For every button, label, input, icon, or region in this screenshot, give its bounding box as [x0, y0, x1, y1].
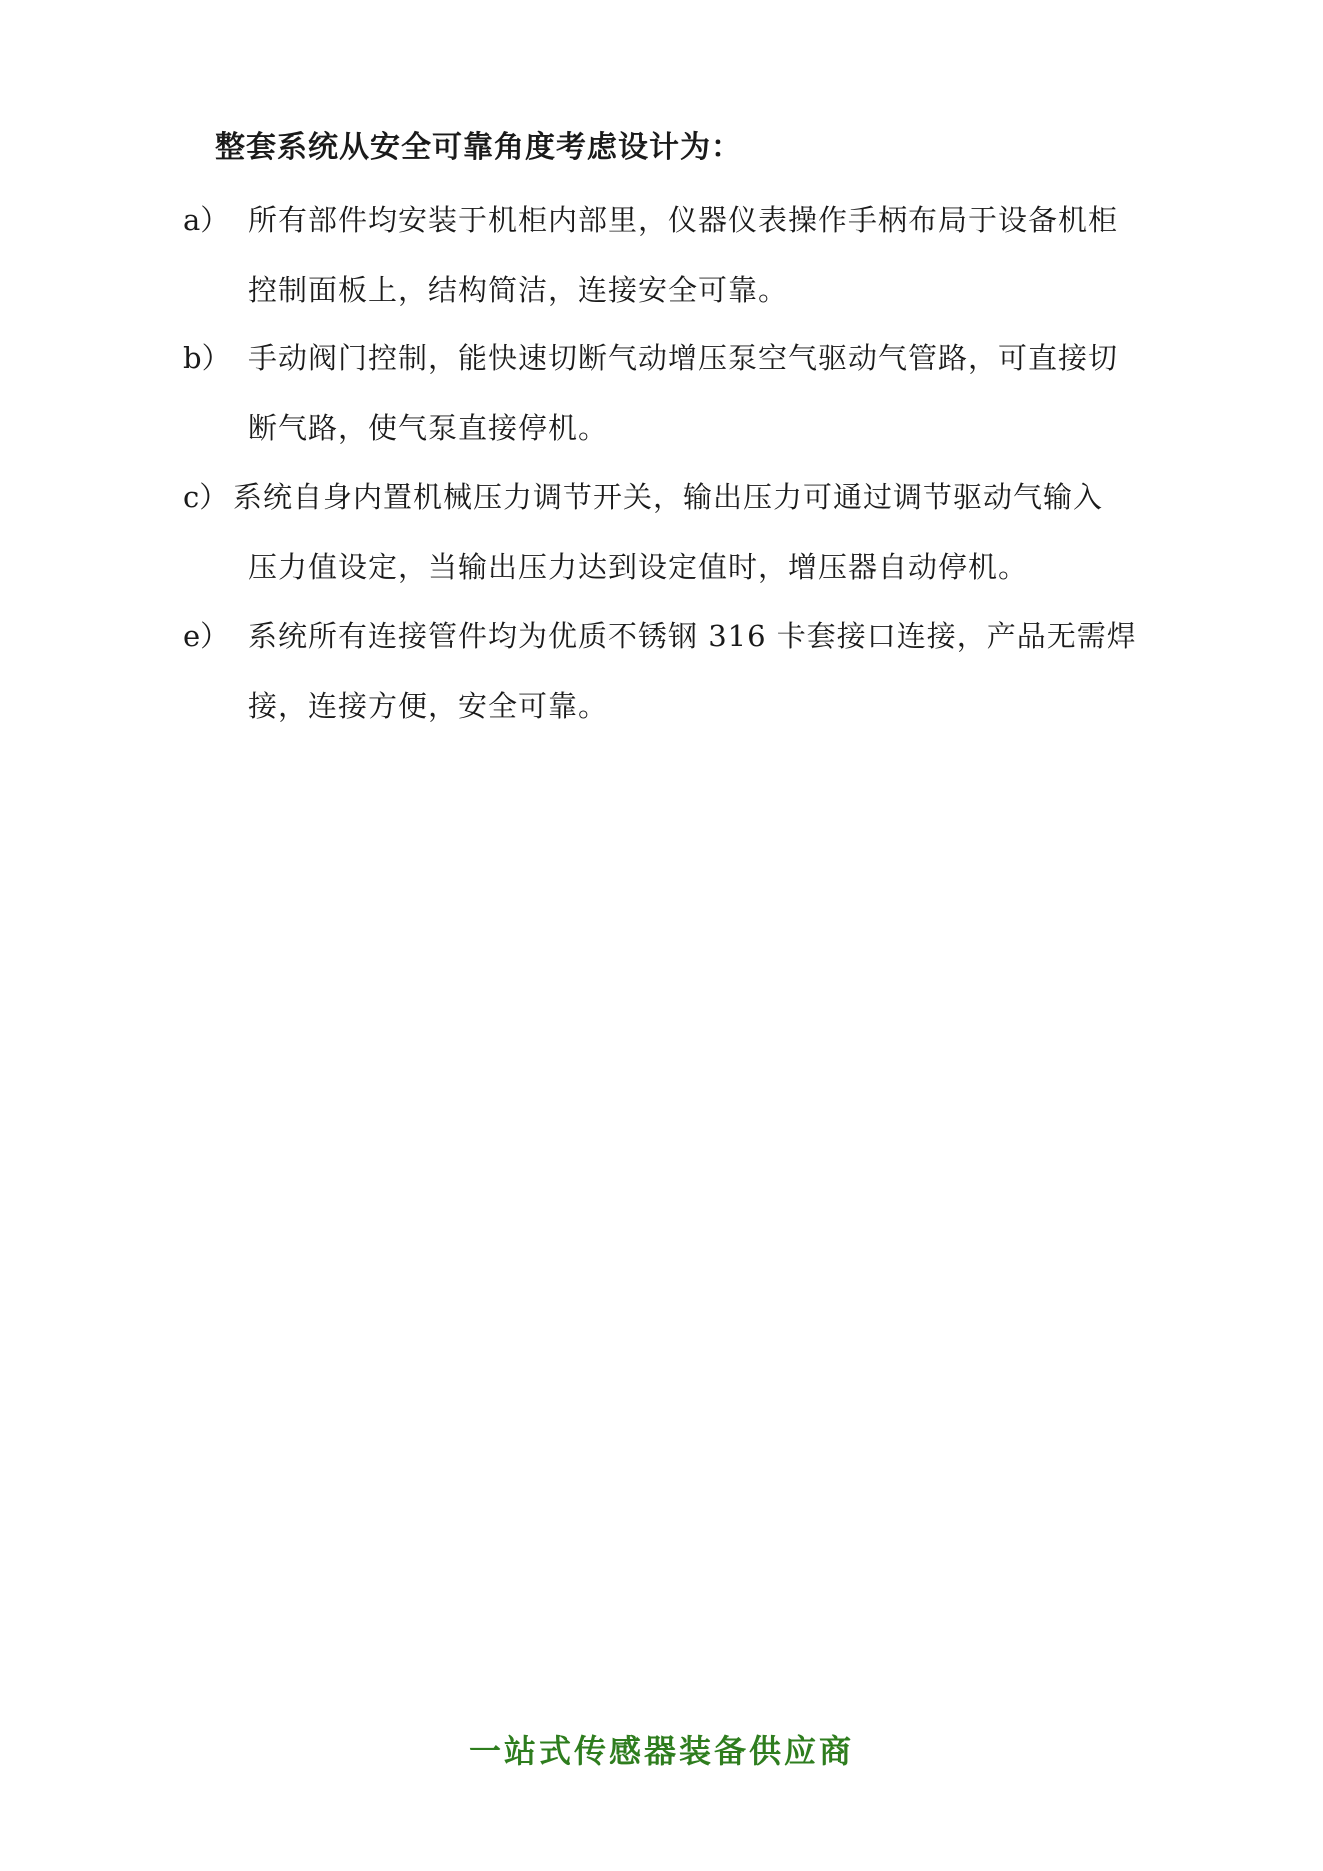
list-item-a — [183, 185, 1148, 325]
list-item-text-line: 接，连接方便，安全可靠。 — [248, 689, 609, 723]
list-marker: b） — [183, 341, 231, 375]
list-item-e — [183, 601, 1148, 741]
list-item-text-line: 断气路，使气泵直接停机。 — [248, 411, 609, 445]
list-item-text-line: 控制面板上，结构简洁，连接安全可靠。 — [248, 273, 789, 307]
list-item-text-line: 系统自身内置机械压力调节开关，输出压力可通过调节驱动气输入 — [233, 480, 1104, 514]
list-item-c — [183, 462, 1148, 602]
list-item-text-line: 系统所有连接管件均为优质不锈钢 316 卡套接口连接，产品无需焊 — [248, 619, 1137, 653]
list-item-text-line: 压力值设定，当输出压力达到设定值时，增压器自动停机。 — [248, 550, 1029, 584]
section-heading: 整套系统从安全可靠角度考虑设计为： — [215, 130, 742, 165]
list-marker: a） — [183, 203, 230, 237]
list-item-text-line: 手动阀门控制，能快速切断气动增压泵空气驱动气管路，可直接切 — [248, 341, 1119, 375]
list-marker: e） — [183, 619, 230, 653]
list-item-text-line: 所有部件均安装于机柜内部里，仪器仪表操作手柄布局于设备机柜 — [248, 203, 1119, 237]
list-item-b — [183, 323, 1148, 463]
list-marker: c） — [183, 480, 229, 514]
footer-slogan: 一站式传感器装备供应商 — [468, 1732, 854, 1770]
